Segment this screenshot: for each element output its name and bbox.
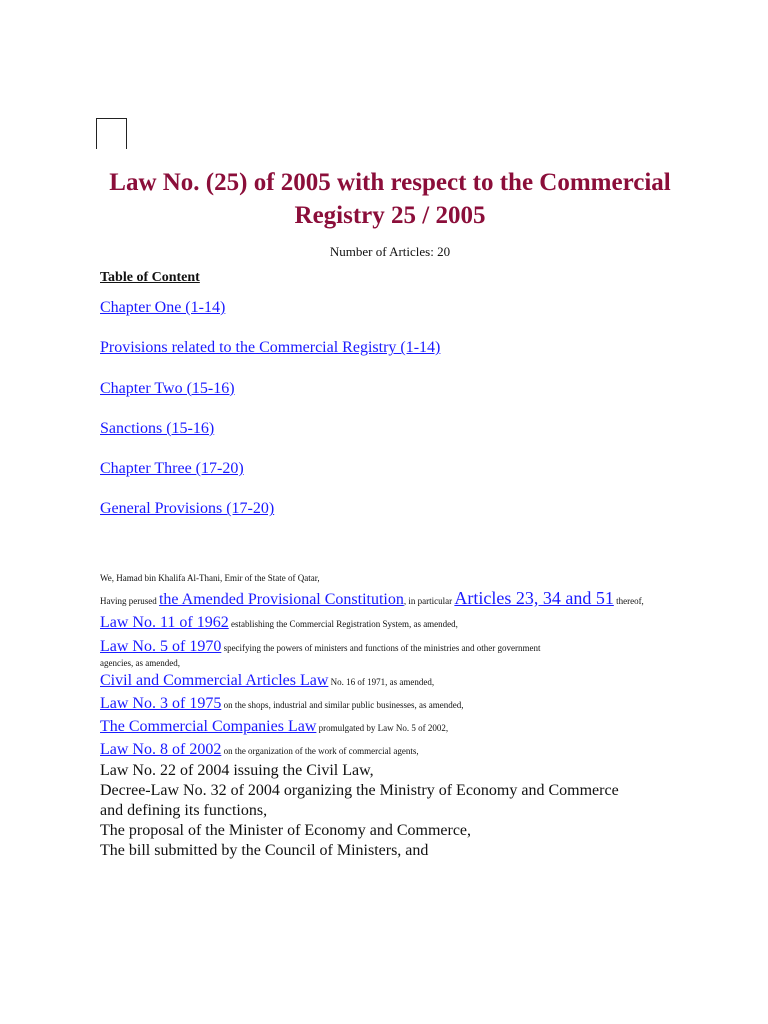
preamble-civil-commercial [100,671,685,692]
link-law-3-1975[interactable]: Law No. 3 of 1975 [100,695,222,712]
preamble-we: We, Hamad bin Khalifa Al-Thani, Emir of the State of Qatar, [100,573,320,583]
thereof-text: thereof, [613,596,644,606]
preamble-having-perused [100,588,685,611]
law-5-text: specifying the powers of ministers and functions of the ministries and other government agencies, as amended, [100,643,541,668]
toc-item [100,338,440,378]
toc-link-provisions-commercial-registry[interactable]: Provisions related to the Commercial Registry (1-14) [100,339,441,357]
preamble-law-3 [100,694,685,715]
civil-commercial-text: No. 16 of 1971, as amended, [328,677,435,687]
toc-link-sanctions[interactable]: Sanctions (15-16) [100,419,215,437]
toc-heading: Table of Content [100,270,200,285]
preamble-proposal-line: The proposal of the Minister of Economy and Commerce, [100,822,472,839]
in-particular-text: , in particular [403,596,455,606]
having-perused-text: Having perused [100,596,159,606]
toc-item [100,499,440,539]
companies-law-text: promulgated by Law No. 5 of 2002, [316,723,449,733]
preamble-decree-line: Decree-Law No. 32 of 2004 organizing the Ministry of Economy and Commerce and defining its functions, [100,782,619,819]
toc-item [100,459,440,499]
preamble-companies-law [100,717,685,738]
link-law-8-2002[interactable]: Law No. 8 of 2002 [100,741,222,758]
toc-link-chapter-two[interactable]: Chapter Two (15-16) [100,379,235,397]
law-3-text: on the shops, industrial and similar public businesses, as amended, [221,700,464,710]
law-11-text: establishing the Commercial Registration System, as amended, [228,619,458,629]
link-law-5-1970[interactable]: Law No. 5 of 1970 [100,638,222,655]
table-of-content [100,298,440,540]
toc-item [100,298,440,338]
toc-link-chapter-one[interactable]: Chapter One (1-14) [100,299,226,316]
page-title: Law No. (25) of 2005 with respect to the Commercial Registry 25 / 2005 [109,169,671,229]
number-of-articles: Number of Articles: 20 [329,244,451,259]
toc-item [100,419,440,459]
link-law-11-1962[interactable]: Law No. 11 of 1962 [100,614,229,631]
link-commercial-companies-law[interactable]: The Commercial Companies Law [100,718,317,735]
toc-item [100,379,440,419]
link-amended-provisional-constitution[interactable]: the Amended Provisional Constitution [158,591,404,608]
preamble-law-8 [100,740,685,761]
link-articles-23-34-51[interactable]: Articles 23, 34 and 51 [454,588,614,608]
preamble-law-5 [100,638,570,669]
corner-mark-icon [96,118,127,149]
law-8-text: on the organization of the work of commercial agents, [221,746,419,756]
preamble [100,572,685,861]
preamble-law-11 [100,613,685,634]
preamble-civil-law-line: Law No. 22 of 2004 issuing the Civil Law, [100,762,374,779]
toc-link-chapter-three[interactable]: Chapter Three (17-20) [100,460,244,478]
link-civil-commercial-articles-law[interactable]: Civil and Commercial Articles Law [100,672,329,689]
toc-link-general-provisions[interactable]: General Provisions (17-20) [100,500,275,518]
preamble-bill-line: The bill submitted by the Council of Ministers, and [100,842,429,859]
